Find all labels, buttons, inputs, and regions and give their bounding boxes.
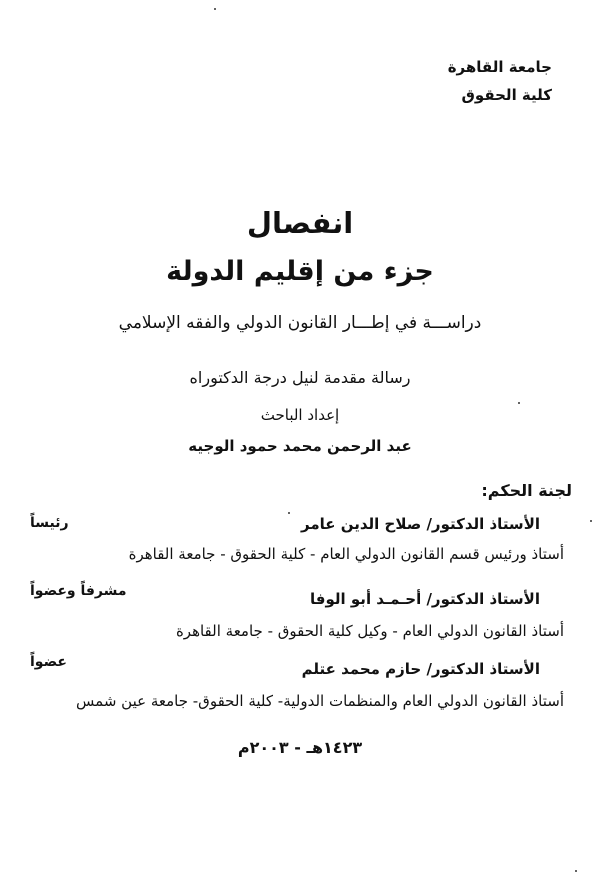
study-description: دراســـة في إطـــار القانون الدولي والفقه الإسلامي <box>118 313 482 333</box>
degree-statement: رسالة مقدمة لنيل درجة الدكتوراه <box>189 368 411 387</box>
committee-member-name: الأستاذ الدكتور/ صلاح الدين عامر <box>301 515 540 533</box>
committee-member-title: أستاذ ورئيس قسم القانون الدولي العام - كلية الحقوق - جامعة القاهرة <box>128 545 564 563</box>
prepared-by-label: إعداد الباحث <box>260 406 340 424</box>
scan-speck <box>214 8 216 10</box>
scan-speck <box>518 402 520 404</box>
university-name: جامعة القاهرة <box>447 58 552 76</box>
committee-heading: لجنة الحكم: <box>481 481 572 500</box>
committee-member-role: رئيساً <box>30 515 69 531</box>
author-name: عبد الرحمن محمد حمود الوجيه <box>188 437 412 455</box>
committee-member-title: أستاذ القانون الدولي العام - وكيل كلية الحقوق - جامعة القاهرة <box>175 622 564 640</box>
committee-member-name: الأستاذ الدكتور/ أحـمـد أبو الوفا <box>310 590 540 608</box>
thesis-title: انفصال <box>246 206 354 240</box>
faculty-name: كلية الحقوق <box>461 86 552 104</box>
committee-member-role: مشرفاً وعضواً <box>30 583 127 599</box>
submission-date: ١٤٢٣هـ - ٢٠٠٣م <box>237 738 363 757</box>
scan-speck <box>288 512 290 514</box>
scan-speck <box>575 870 577 872</box>
scan-speck <box>590 520 592 522</box>
committee-member-name: الأستاذ الدكتور/ حازم محمد عتلم <box>301 660 540 678</box>
committee-member-title: أستاذ القانون الدولي العام والمنظمات الدولية- كلية الحقوق- جامعة عين شمس <box>76 692 564 710</box>
thesis-subtitle: جزء من إقليم الدولة <box>166 256 434 287</box>
committee-member-role: عضواً <box>30 654 67 670</box>
